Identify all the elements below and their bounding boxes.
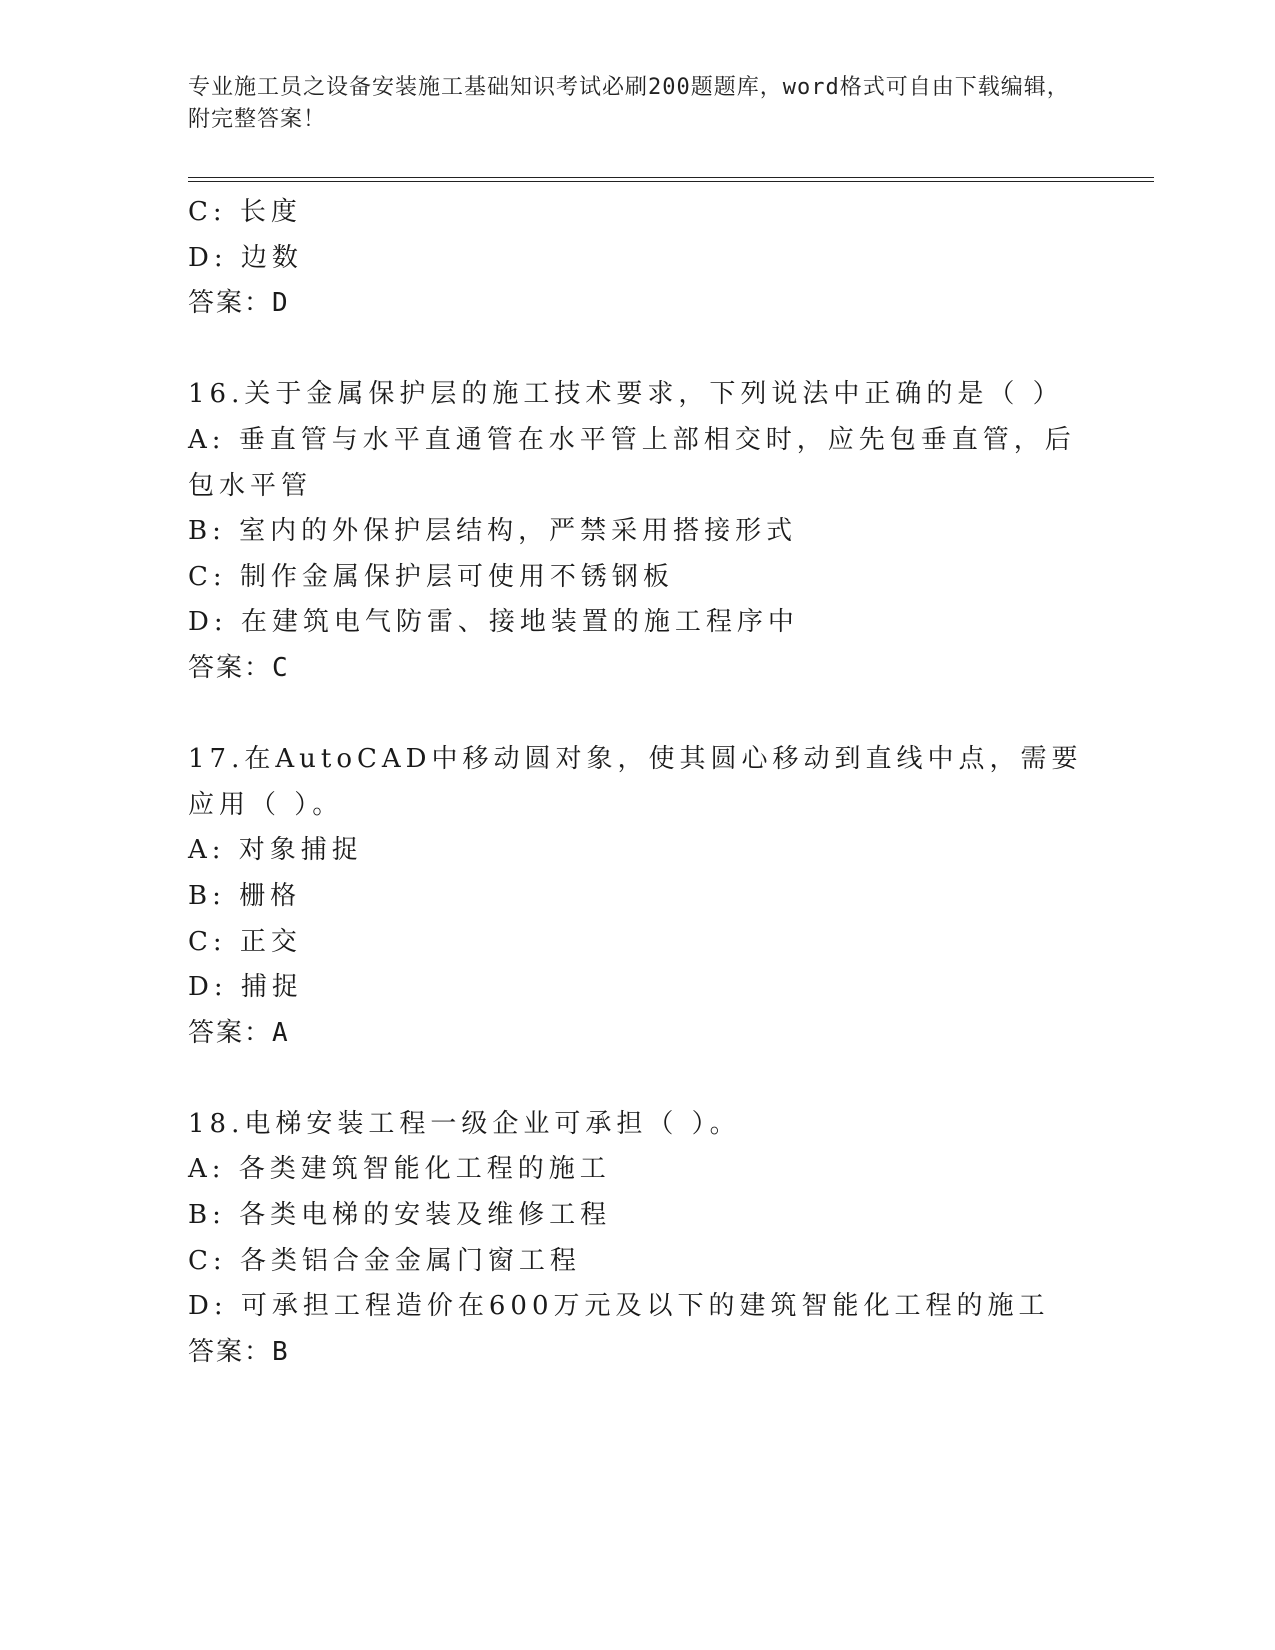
answer-line: 答案：B: [188, 1336, 290, 1367]
question-text: 18.电梯安装工程一级企业可承担（ ）。: [188, 1108, 741, 1139]
option-c: C: 长度: [188, 197, 302, 227]
spacer: [188, 327, 1088, 373]
header-divider-bottom: [188, 181, 1154, 182]
option-a: A: 各类建筑智能化工程的施工: [188, 1154, 611, 1185]
option-c: C: 正交: [188, 926, 302, 957]
answer-line: 答案：A: [188, 1017, 290, 1048]
document-header: 专业施工员之设备安装施工基础知识考试必刷200题题库，word格式可自由下载编辑，附完整答案！: [188, 75, 1070, 132]
header-divider-top: [188, 177, 1154, 178]
question-text: 16.关于金属保护层的施工技术要求，下列说法中正确的是（ ）: [188, 379, 1064, 410]
question-18: [188, 1102, 1088, 1376]
answer-line: 答案：D: [188, 288, 290, 319]
option-d: D: 可承担工程造价在600万元及以下的建筑智能化工程的施工: [188, 1291, 1050, 1322]
option-b: B: 栅格: [188, 880, 302, 911]
option-c: C: 各类铝合金金属门窗工程: [188, 1245, 581, 1276]
document-body: [188, 190, 1088, 1375]
carryover-question: [188, 190, 1088, 327]
option-a: A: 垂直管与水平直通管在水平管上部相交时，应先包垂直管，后包水平管: [188, 424, 1076, 501]
answer-line: 答案：C: [188, 652, 290, 683]
option-d: D: 边数: [188, 242, 303, 273]
option-b: B: 各类电梯的安装及维修工程: [188, 1200, 612, 1231]
question-17: [188, 737, 1088, 1056]
option-a: A: 对象捕捉: [188, 835, 363, 866]
spacer: [188, 1056, 1088, 1102]
option-c: C: 制作金属保护层可使用不锈钢板: [188, 561, 674, 592]
option-d: D: 捕捉: [188, 972, 303, 1003]
option-d: D: 在建筑电气防雷、接地装置的施工程序中: [188, 607, 799, 638]
spacer: [188, 692, 1088, 738]
question-text: 17.在AutoCAD中移动圆对象，使其圆心移动到直线中点，需要应用（ ）。: [188, 744, 1083, 820]
question-16: [188, 372, 1088, 691]
option-b: B: 室内的外保护层结构，严禁采用搭接形式: [188, 516, 798, 547]
